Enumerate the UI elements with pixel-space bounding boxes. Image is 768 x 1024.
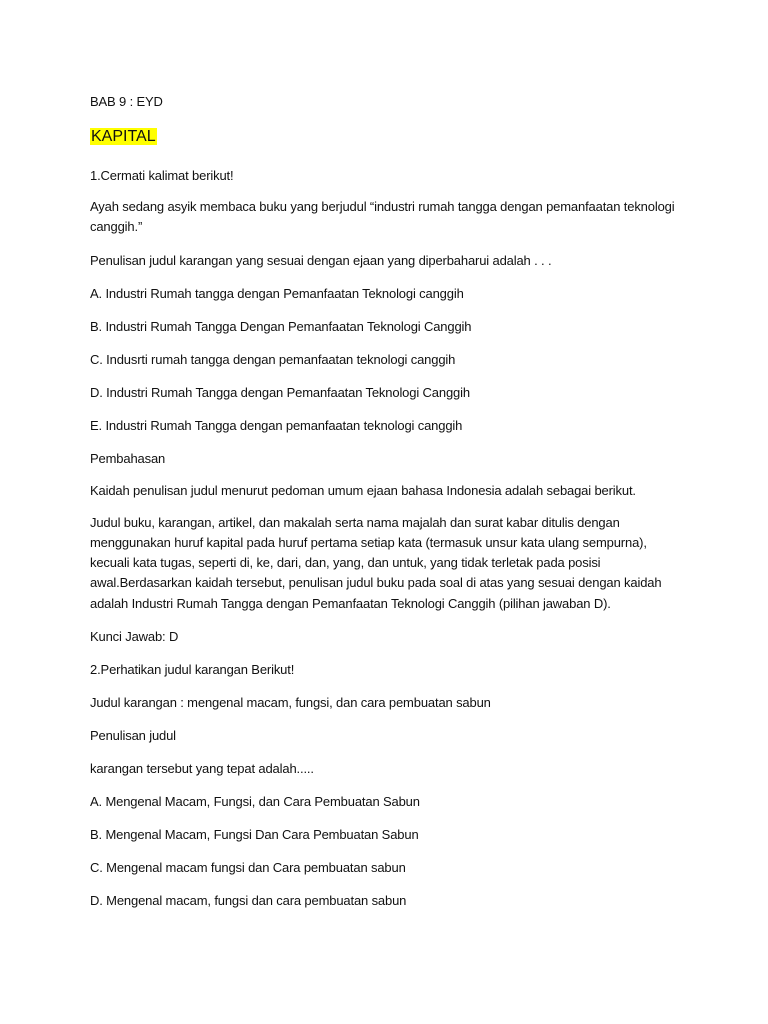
question-2-text-line-1: Penulisan judul <box>90 728 176 743</box>
discussion-intro: Kaidah penulisan judul menurut pedoman umum ejaan bahasa Indonesia adalah sebagai berikut. <box>90 483 636 498</box>
discussion-label: Pembahasan <box>90 451 166 466</box>
question-2-option-d: D. Mengenal macam, fungsi dan cara pembuatan sabun <box>90 893 407 908</box>
question-1-sentence-line-2: canggih.” <box>90 219 143 234</box>
question-1-option-a: A. Industri Rumah tangga dengan Pemanfaatan Teknologi canggih <box>90 286 464 301</box>
question-1-option-e: E. Industri Rumah Tangga dengan pemanfaatan teknologi canggih <box>90 418 463 433</box>
question-1-option-c: C. Indusrti rumah tangga dengan pemanfaatan teknologi canggih <box>90 352 456 367</box>
question-2-prompt: 2.Perhatikan judul karangan Berikut! <box>90 662 295 677</box>
question-2-text-line-2: karangan tersebut yang tepat adalah..... <box>90 761 314 776</box>
section-title-highlight: KAPITAL <box>91 128 156 145</box>
question-2-title-line: Judul karangan : mengenal macam, fungsi, dan cara pembuatan sabun <box>90 695 491 710</box>
discussion-line-4: awal.Berdasarkan kaidah tersebut, penulisan judul buku pada soal di atas yang sesuai dengan kaidah <box>90 575 662 590</box>
discussion-line-3: kecuali kata tugas, seperti di, ke, dari, dan, yang, dan untuk, yang tidak terletak pada posisi <box>90 555 601 570</box>
discussion-line-5: adalah Industri Rumah Tangga dengan Pemanfaatan Teknologi Canggih (pilihan jawaban D). <box>90 596 611 611</box>
discussion-line-2: menggunakan huruf kapital pada huruf pertama setiap kata (termasuk unsur kata ulang sempurna), <box>90 535 647 550</box>
question-1-prompt: 1.Cermati kalimat berikut! <box>90 168 234 183</box>
section-title <box>90 127 690 147</box>
question-1-text: Penulisan judul karangan yang sesuai dengan ejaan yang diperbaharui adalah . . . <box>90 253 552 268</box>
answer-key: Kunci Jawab: D <box>90 629 179 644</box>
discussion-line-1: Judul buku, karangan, artikel, dan makalah serta nama majalah dan surat kabar ditulis dengan <box>90 515 620 530</box>
question-1-option-b: B. Industri Rumah Tangga Dengan Pemanfaatan Teknologi Canggih <box>90 319 472 334</box>
question-2-option-b: B. Mengenal Macam, Fungsi Dan Cara Pembuatan Sabun <box>90 827 419 842</box>
question-1-option-d: D. Industri Rumah Tangga dengan Pemanfaatan Teknologi Canggih <box>90 385 470 400</box>
chapter-title: BAB 9 : EYD <box>90 94 163 109</box>
question-2-option-a: A. Mengenal Macam, Fungsi, dan Cara Pembuatan Sabun <box>90 794 420 809</box>
question-1-sentence-line-1: Ayah sedang asyik membaca buku yang berjudul “industri rumah tangga dengan pemanfaatan teknologi <box>90 199 675 214</box>
question-2-option-c: C. Mengenal macam fungsi dan Cara pembuatan sabun <box>90 860 406 875</box>
